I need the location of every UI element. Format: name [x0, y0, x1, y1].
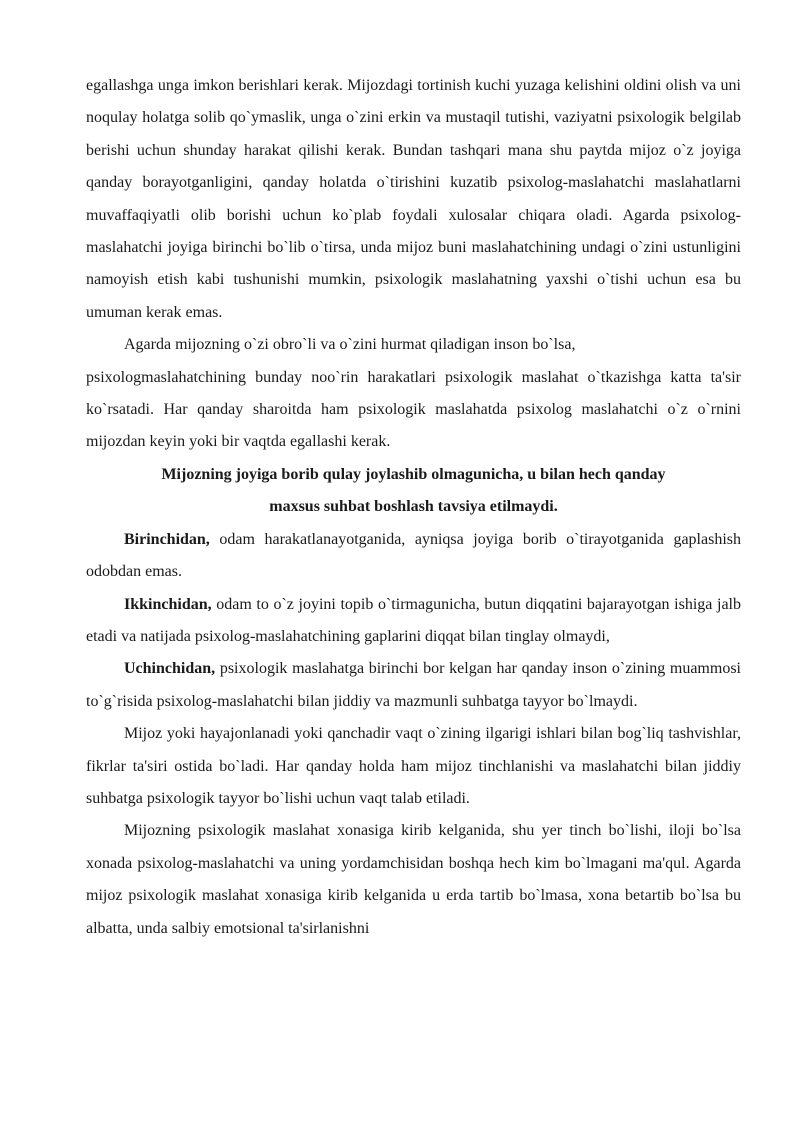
second-reason-text: odam to o`z joyini topib o`tirmagunicha, butun diqqatini bajarayotgan ishiga jalb etadi va natijada psixolog-maslahatchining gaplarini diqqat bilan tinglay olmaydi, — [86, 595, 741, 645]
first-reason-text: odam harakatlanayotganida, ayniqsa joyiga borib o`tirayotganida gaplashish odobdan emas. — [86, 530, 741, 581]
first-reason-lead: Birinchidan, — [124, 530, 210, 548]
section-heading-line-1: Mijozning joyiga borib qulay joylashib olmagunicha, u bilan hech qanday — [161, 465, 666, 483]
document-page — [86, 70, 741, 945]
section-heading-line-2: maxsus suhbat boshlash tavsiya etilmaydi. — [269, 498, 558, 516]
paragraph-continuation: egallashga unga imkon berishlari kerak. Mijozdagi tortinish kuchi yuzaga kelishini oldini olish va uni noqulay holatga solib qo`ymaslik, unga o`zini erkin va mustaqil tutishi, vaziyatni psixologik belgilab berishi uchun shunday harakat qilishi kerak. Bundan tashqari mana shu paytda mijoz o`z joyiga qanday borayotganligini, qanday holatda o`tirishini kuzatib psixolog-maslahatchi maslahatlarni muvaffaqiyatli olib borishi uchun ko`plab foydali xulosalar chiqara oladi. Agarda psixolog-maslahatchi joyiga birinchi bo`lib o`tirsa, unda mijoz buni maslahatchining undagi o`zini ustunligini namoyish etish kabi tushunishi mumkin, psixologik maslahatning yaxshi o`tishi uchun esa bu umuman kerak emas. — [86, 77, 741, 321]
paragraph-second-reason — [86, 589, 741, 654]
paragraph-client-state: Mijoz yoki hayajonlanadi yoki qanchadir vaqt o`zining ilgarigi ishlari bilan bog`liq tashvishlar, fikrlar ta'siri ostida bo`ladi. Har qanday holda ham mijoz tinchlanishi va maslahatchi bilan jiddiy suhbatga psixologik tayyor bo`lishi uchun vaqt talab etiladi. — [86, 725, 741, 807]
paragraph-first-reason — [86, 524, 741, 589]
paragraph-consultation-room: Mijozning psixologik maslahat xonasiga kirib kelganida, shu yer tinch bo`lishi, iloji bo`lsa xonada psixolog-maslahatchi va uning yordamchisidan boshqa hech kim bo`lmagani ma'qul. Agarda mijoz psixologik maslahat xonasiga kirib kelganida u erda tartib bo`lmasa, xona betartib bo`lsa bu albatta, unda salbiy emotsional ta'sirlanishni — [86, 822, 741, 937]
second-reason-lead: Ikkinchidan, — [124, 595, 212, 613]
paragraph-third-reason — [86, 653, 741, 718]
third-reason-lead: Uchinchidan, — [124, 660, 216, 678]
paragraph-2-rest: psixologmaslahatchining bunday noo`rin harakatlari psixologik maslahat o`tkazishga katta ta'sir ko`rsatadi. Har qanday sharoitda ham psixologik maslahatda psixolog maslahatchi o`z o`rnini mijozdan keyin yoki bir vaqtda egallashi kerak. — [86, 368, 741, 451]
third-reason-text: psixologik maslahatga birinchi bor kelgan har qanday inson o`zining muammosi to`g`risida psixolog-maslahatchi bilan jiddiy va mazmunli suhbatga tayyor bo`lmaydi. — [86, 660, 741, 710]
paragraph-2-first-line: Agarda mijozning o`zi obro`li va o`zini hurmat qiladigan inson bo`lsa, — [124, 336, 576, 354]
